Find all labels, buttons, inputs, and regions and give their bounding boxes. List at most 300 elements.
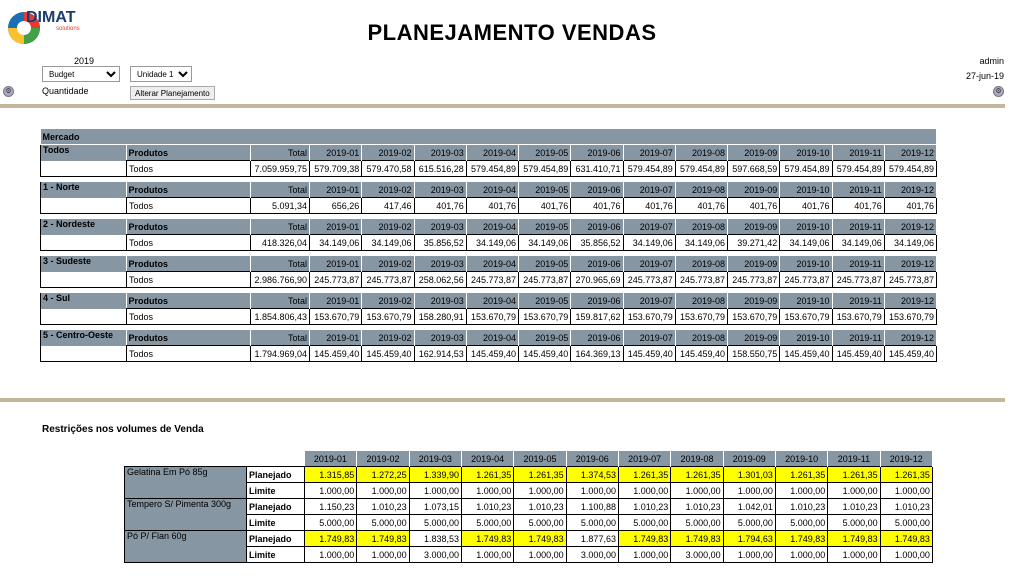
value-cell[interactable]: 245.773,87 [728, 272, 780, 288]
page-title: PLANEJAMENTO VENDAS [367, 20, 657, 45]
month-header: 2019-04 [466, 145, 518, 161]
month-header: 2019-10 [775, 451, 827, 467]
month-header: 2019-09 [728, 256, 780, 272]
planned-cell[interactable]: 1.749,83 [828, 531, 880, 547]
month-header: 2019-10 [780, 256, 832, 272]
value-cell[interactable]: 401,76 [571, 198, 623, 214]
value-cell[interactable]: 245.773,87 [780, 272, 832, 288]
alter-planning-button[interactable]: Alterar Planejamento [130, 86, 215, 100]
month-header: 2019-10 [780, 293, 832, 309]
value-cell[interactable]: 245.773,87 [466, 272, 518, 288]
value-cell[interactable]: 164.369,13 [571, 346, 623, 362]
month-header: 2019-10 [780, 219, 832, 235]
planned-cell[interactable]: 1.261,35 [880, 467, 932, 483]
region-header-row [41, 182, 937, 198]
month-header: 2019-05 [519, 293, 571, 309]
month-header: 2019-05 [514, 451, 566, 467]
limit-cell[interactable]: 3.000,00 [409, 547, 461, 563]
total-cell[interactable]: 2.986.766,90 [251, 272, 310, 288]
month-header: 2019-07 [623, 219, 675, 235]
planned-cell[interactable]: 1.261,35 [775, 467, 827, 483]
value-cell[interactable]: 579.454,89 [466, 161, 518, 177]
month-header: 2019-01 [305, 451, 357, 467]
region-header-row [41, 293, 937, 309]
value-cell[interactable]: 34.149,06 [884, 235, 936, 251]
month-header: 2019-12 [884, 145, 936, 161]
planned-cell[interactable]: 1.010,23 [357, 499, 409, 515]
value-cell[interactable]: 401,76 [832, 198, 884, 214]
divider-top [0, 104, 1005, 108]
month-header: 2019-03 [414, 293, 466, 309]
value-cell[interactable]: 34.149,06 [362, 235, 414, 251]
value-cell[interactable]: 153.670,79 [623, 309, 675, 325]
planned-cell[interactable]: 1.010,23 [671, 499, 723, 515]
month-header: 2019-10 [780, 145, 832, 161]
planned-cell[interactable]: 1.261,35 [618, 467, 670, 483]
month-header: 2019-12 [884, 293, 936, 309]
measure-label: Quantidade [42, 86, 89, 96]
planned-cell[interactable]: 1.749,83 [514, 531, 566, 547]
products-header: Produtos [127, 330, 251, 346]
limit-cell[interactable]: 1.000,00 [461, 483, 513, 499]
value-cell[interactable]: 145.459,40 [466, 346, 518, 362]
value-cell[interactable]: 401,76 [623, 198, 675, 214]
limit-cell[interactable]: 1.000,00 [671, 483, 723, 499]
limit-cell[interactable]: 5.000,00 [461, 515, 513, 531]
limit-cell[interactable]: 1.000,00 [880, 483, 932, 499]
mercado-table [40, 128, 937, 362]
settings-icon-right[interactable]: ⚙ [993, 86, 1004, 97]
value-cell[interactable]: 153.670,79 [362, 309, 414, 325]
product-cell: Todos [127, 272, 251, 288]
month-header: 2019-07 [623, 145, 675, 161]
region-value-row [41, 346, 937, 362]
value-cell[interactable]: 153.670,79 [466, 309, 518, 325]
limit-cell[interactable]: 1.000,00 [723, 547, 775, 563]
limit-cell[interactable]: 1.000,00 [828, 547, 880, 563]
month-header: 2019-04 [466, 293, 518, 309]
month-header: 2019-08 [675, 145, 727, 161]
limit-cell[interactable]: 5.000,00 [409, 515, 461, 531]
value-cell[interactable]: 35.856,52 [414, 235, 466, 251]
limit-cell[interactable]: 3.000,00 [671, 547, 723, 563]
value-cell[interactable]: 39.271,42 [728, 235, 780, 251]
limit-cell[interactable]: 1.000,00 [357, 483, 409, 499]
limit-cell[interactable]: 5.000,00 [723, 515, 775, 531]
value-cell[interactable]: 615.516,28 [414, 161, 466, 177]
month-header: 2019-06 [571, 330, 623, 346]
product-cell: Todos [127, 346, 251, 362]
planned-cell[interactable]: 1.838,53 [409, 531, 461, 547]
empty-cell [125, 451, 247, 467]
planned-cell[interactable]: 1.010,23 [775, 499, 827, 515]
month-header: 2019-08 [675, 256, 727, 272]
value-cell[interactable]: 153.670,79 [675, 309, 727, 325]
restrictions-table [124, 450, 933, 563]
value-cell[interactable]: 145.459,40 [675, 346, 727, 362]
logo-subtext: solutions [56, 26, 80, 32]
limit-cell[interactable]: 1.000,00 [618, 483, 670, 499]
month-header: 2019-04 [461, 451, 513, 467]
value-cell[interactable]: 401,76 [519, 198, 571, 214]
restrictions-title: Restrições nos volumes de Venda [42, 424, 204, 435]
month-header: 2019-02 [362, 293, 414, 309]
limit-cell[interactable]: 1.000,00 [723, 483, 775, 499]
month-header: 2019-09 [728, 219, 780, 235]
current-date: 27-jun-19 [965, 71, 1004, 81]
total-cell[interactable]: 7.059.959,75 [251, 161, 310, 177]
month-header: 2019-05 [519, 145, 571, 161]
region-name: 1 - Norte [41, 182, 127, 214]
value-cell[interactable]: 153.670,79 [310, 309, 362, 325]
planned-cell[interactable]: 1.261,35 [828, 467, 880, 483]
planned-cell[interactable]: 1.261,35 [461, 467, 513, 483]
month-header: 2019-11 [832, 219, 884, 235]
limit-cell[interactable]: 1.000,00 [775, 547, 827, 563]
month-header: 2019-02 [362, 330, 414, 346]
value-cell[interactable]: 145.459,40 [780, 346, 832, 362]
planned-cell[interactable]: 1.315,85 [305, 467, 357, 483]
region-name: 3 - Sudeste [41, 256, 127, 288]
value-cell[interactable]: 579.470,58 [362, 161, 414, 177]
month-header: 2019-09 [728, 145, 780, 161]
total-header: Total [251, 219, 310, 235]
planned-cell[interactable]: 1.749,83 [618, 531, 670, 547]
month-header: 2019-01 [310, 330, 362, 346]
value-cell[interactable]: 145.459,40 [362, 346, 414, 362]
month-header: 2019-09 [723, 451, 775, 467]
region-header-row [41, 145, 937, 161]
month-header: 2019-11 [832, 145, 884, 161]
month-header: 2019-09 [728, 330, 780, 346]
month-header: 2019-03 [414, 145, 466, 161]
value-cell[interactable]: 597.668,59 [728, 161, 780, 177]
month-header: 2019-12 [884, 256, 936, 272]
month-header: 2019-11 [828, 451, 880, 467]
planned-row [125, 499, 933, 515]
month-header: 2019-07 [623, 330, 675, 346]
month-header: 2019-08 [671, 451, 723, 467]
value-cell[interactable]: 579.454,89 [884, 161, 936, 177]
planned-cell[interactable]: 1.749,83 [775, 531, 827, 547]
planned-cell[interactable]: 1.749,83 [357, 531, 409, 547]
region-header-row [41, 256, 937, 272]
value-cell[interactable]: 258.062,56 [414, 272, 466, 288]
products-header: Produtos [127, 256, 251, 272]
month-header: 2019-01 [310, 293, 362, 309]
month-header: 2019-08 [675, 293, 727, 309]
planned-cell[interactable]: 1.010,23 [880, 499, 932, 515]
user-name: admin [979, 56, 1004, 66]
limit-cell[interactable]: 5.000,00 [671, 515, 723, 531]
logo-text: DIMAT [26, 9, 76, 26]
planned-cell[interactable]: 1.010,23 [461, 499, 513, 515]
value-cell[interactable]: 162.914,53 [414, 346, 466, 362]
month-header: 2019-08 [675, 182, 727, 198]
month-header: 2019-09 [728, 293, 780, 309]
value-cell[interactable]: 270.965,69 [571, 272, 623, 288]
region-value-row [41, 161, 937, 177]
limit-row [125, 547, 933, 563]
row-kind-label: Planejado [247, 467, 305, 483]
month-header: 2019-04 [466, 182, 518, 198]
limit-cell[interactable]: 5.000,00 [566, 515, 618, 531]
value-cell[interactable]: 579.454,89 [780, 161, 832, 177]
region-header-row [41, 330, 937, 346]
limit-cell[interactable]: 5.000,00 [828, 515, 880, 531]
month-header: 2019-01 [310, 219, 362, 235]
planned-cell[interactable]: 1.073,15 [409, 499, 461, 515]
total-header: Total [251, 293, 310, 309]
month-header: 2019-03 [409, 451, 461, 467]
product-cell: Todos [127, 198, 251, 214]
limit-cell[interactable]: 1.000,00 [514, 483, 566, 499]
planned-cell[interactable]: 1.794,63 [723, 531, 775, 547]
row-kind-label: Planejado [247, 499, 305, 515]
planned-cell[interactable]: 1.749,83 [461, 531, 513, 547]
value-cell[interactable]: 579.709,38 [310, 161, 362, 177]
value-cell[interactable]: 579.454,89 [623, 161, 675, 177]
month-header: 2019-01 [310, 145, 362, 161]
value-cell[interactable]: 153.670,79 [884, 309, 936, 325]
limit-cell[interactable]: 1.000,00 [305, 547, 357, 563]
month-header: 2019-03 [414, 182, 466, 198]
limit-cell[interactable]: 5.000,00 [880, 515, 932, 531]
value-cell[interactable]: 145.459,40 [519, 346, 571, 362]
value-cell[interactable]: 153.670,79 [832, 309, 884, 325]
limit-cell[interactable]: 1.000,00 [880, 547, 932, 563]
month-header: 2019-12 [880, 451, 932, 467]
value-cell[interactable]: 34.149,06 [310, 235, 362, 251]
limit-cell[interactable]: 1.000,00 [566, 483, 618, 499]
planned-row [125, 467, 933, 483]
empty-cell [247, 451, 305, 467]
total-cell[interactable]: 1.794.969,04 [251, 346, 310, 362]
region-name: 5 - Centro-Oeste [41, 330, 127, 362]
value-cell[interactable]: 34.149,06 [623, 235, 675, 251]
value-cell[interactable]: 153.670,79 [780, 309, 832, 325]
planned-cell[interactable]: 1.042,01 [723, 499, 775, 515]
month-header: 2019-02 [357, 451, 409, 467]
planned-cell[interactable]: 1.261,35 [671, 467, 723, 483]
value-cell[interactable]: 401,76 [466, 198, 518, 214]
value-cell[interactable]: 245.773,87 [884, 272, 936, 288]
region-name: Todos [41, 145, 127, 177]
month-header: 2019-05 [519, 330, 571, 346]
limit-cell[interactable]: 1.000,00 [357, 547, 409, 563]
region-value-row [41, 235, 937, 251]
value-cell[interactable]: 631.410,71 [571, 161, 623, 177]
product-cell: Todos [127, 161, 251, 177]
restrictions-header-row [125, 451, 933, 467]
month-header: 2019-04 [466, 256, 518, 272]
product-cell: Todos [127, 235, 251, 251]
month-header: 2019-05 [519, 256, 571, 272]
month-header: 2019-06 [571, 145, 623, 161]
region-name: 2 - Nordeste [41, 219, 127, 251]
month-header: 2019-03 [414, 219, 466, 235]
value-cell[interactable]: 401,76 [884, 198, 936, 214]
value-cell[interactable]: 34.149,06 [832, 235, 884, 251]
total-header: Total [251, 182, 310, 198]
total-cell[interactable]: 5.091,34 [251, 198, 310, 214]
value-cell[interactable]: 34.149,06 [519, 235, 571, 251]
total-header: Total [251, 256, 310, 272]
planned-cell[interactable]: 1.261,35 [514, 467, 566, 483]
limit-cell[interactable]: 1.000,00 [461, 547, 513, 563]
planned-cell[interactable]: 1.374,53 [566, 467, 618, 483]
planned-cell[interactable]: 1.100,88 [566, 499, 618, 515]
region-header-row [41, 219, 937, 235]
value-cell[interactable]: 401,76 [728, 198, 780, 214]
value-cell[interactable]: 153.670,79 [728, 309, 780, 325]
total-cell[interactable]: 1.854.806,43 [251, 309, 310, 325]
month-header: 2019-07 [623, 256, 675, 272]
planned-cell[interactable]: 1.339,90 [409, 467, 461, 483]
planned-cell[interactable]: 1.877,63 [566, 531, 618, 547]
value-cell[interactable]: 34.149,06 [675, 235, 727, 251]
total-header: Total [251, 145, 310, 161]
row-kind-label: Limite [247, 483, 305, 499]
month-header: 2019-07 [623, 293, 675, 309]
limit-cell[interactable]: 5.000,00 [618, 515, 670, 531]
value-cell[interactable]: 35.856,52 [571, 235, 623, 251]
value-cell[interactable]: 579.454,89 [832, 161, 884, 177]
month-header: 2019-01 [310, 182, 362, 198]
month-header: 2019-07 [623, 182, 675, 198]
row-kind-label: Planejado [247, 531, 305, 547]
limit-cell[interactable]: 5.000,00 [775, 515, 827, 531]
row-kind-label: Limite [247, 547, 305, 563]
value-cell[interactable]: 158.550,75 [728, 346, 780, 362]
month-header: 2019-09 [728, 182, 780, 198]
month-header: 2019-05 [519, 182, 571, 198]
value-cell[interactable]: 579.454,89 [519, 161, 571, 177]
product-cell: Todos [127, 309, 251, 325]
product-name: Pó P/ Flan 60g [125, 531, 247, 563]
settings-icon[interactable]: ⚙ [3, 86, 14, 97]
month-header: 2019-03 [414, 330, 466, 346]
value-cell[interactable]: 245.773,87 [832, 272, 884, 288]
planned-row [125, 531, 933, 547]
limit-cell[interactable]: 5.000,00 [305, 515, 357, 531]
value-cell[interactable]: 401,76 [780, 198, 832, 214]
limit-cell[interactable]: 1.000,00 [775, 483, 827, 499]
value-cell[interactable]: 145.459,40 [310, 346, 362, 362]
planned-cell[interactable]: 1.010,23 [828, 499, 880, 515]
month-header: 2019-02 [362, 256, 414, 272]
total-header: Total [251, 330, 310, 346]
value-cell[interactable]: 245.773,87 [623, 272, 675, 288]
value-cell[interactable]: 245.773,87 [310, 272, 362, 288]
month-header: 2019-12 [884, 182, 936, 198]
unit-select[interactable] [130, 66, 192, 82]
value-cell[interactable]: 159.817,62 [571, 309, 623, 325]
limit-cell[interactable]: 3.000,00 [566, 547, 618, 563]
limit-row [125, 515, 933, 531]
month-header: 2019-11 [832, 293, 884, 309]
scenario-select[interactable] [42, 66, 120, 82]
planned-cell[interactable]: 1.301,03 [723, 467, 775, 483]
divider-middle [0, 398, 1005, 402]
month-header: 2019-08 [675, 330, 727, 346]
month-header: 2019-06 [571, 256, 623, 272]
products-header: Produtos [127, 182, 251, 198]
limit-cell[interactable]: 1.000,00 [409, 483, 461, 499]
value-cell[interactable]: 153.670,79 [519, 309, 571, 325]
month-header: 2019-10 [780, 330, 832, 346]
value-cell[interactable]: 417,46 [362, 198, 414, 214]
value-cell[interactable]: 245.773,87 [675, 272, 727, 288]
planned-cell[interactable]: 1.749,83 [880, 531, 932, 547]
planned-cell[interactable]: 1.749,83 [671, 531, 723, 547]
month-header: 2019-06 [566, 451, 618, 467]
products-header: Produtos [127, 145, 251, 161]
value-cell[interactable]: 34.149,06 [780, 235, 832, 251]
planned-cell[interactable]: 1.749,83 [305, 531, 357, 547]
region-value-row [41, 309, 937, 325]
month-header: 2019-04 [466, 330, 518, 346]
total-cell[interactable]: 418.326,04 [251, 235, 310, 251]
value-cell[interactable]: 158.280,91 [414, 309, 466, 325]
year-label: 2019 [74, 56, 95, 66]
value-cell[interactable]: 579.454,89 [675, 161, 727, 177]
month-header: 2019-02 [362, 145, 414, 161]
limit-cell[interactable]: 1.000,00 [618, 547, 670, 563]
month-header: 2019-10 [780, 182, 832, 198]
limit-cell[interactable]: 1.000,00 [514, 547, 566, 563]
month-header: 2019-11 [832, 182, 884, 198]
month-header: 2019-11 [832, 256, 884, 272]
value-cell[interactable]: 145.459,40 [623, 346, 675, 362]
month-header: 2019-02 [362, 182, 414, 198]
month-header: 2019-03 [414, 256, 466, 272]
month-header: 2019-11 [832, 330, 884, 346]
region-value-row [41, 198, 937, 214]
limit-cell[interactable]: 1.000,00 [828, 483, 880, 499]
mercado-label: Mercado [41, 129, 937, 145]
planned-cell[interactable]: 1.150,23 [305, 499, 357, 515]
month-header: 2019-08 [675, 219, 727, 235]
value-cell[interactable]: 401,76 [414, 198, 466, 214]
month-header: 2019-05 [519, 219, 571, 235]
product-name: Tempero S/ Pimenta 300g [125, 499, 247, 531]
limit-cell[interactable]: 1.000,00 [305, 483, 357, 499]
region-name: 4 - Sul [41, 293, 127, 325]
value-cell[interactable]: 145.459,40 [832, 346, 884, 362]
month-header: 2019-06 [571, 219, 623, 235]
value-cell[interactable]: 245.773,87 [362, 272, 414, 288]
month-header: 2019-12 [884, 330, 936, 346]
limit-row [125, 483, 933, 499]
planned-cell[interactable]: 1.272,25 [357, 467, 409, 483]
value-cell[interactable]: 401,76 [675, 198, 727, 214]
limit-cell[interactable]: 5.000,00 [357, 515, 409, 531]
planned-cell[interactable]: 1.010,23 [514, 499, 566, 515]
limit-cell[interactable]: 5.000,00 [514, 515, 566, 531]
products-header: Produtos [127, 293, 251, 309]
products-header: Produtos [127, 219, 251, 235]
value-cell[interactable]: 145.459,40 [884, 346, 936, 362]
planned-cell[interactable]: 1.010,23 [618, 499, 670, 515]
month-header: 2019-07 [618, 451, 670, 467]
value-cell[interactable]: 34.149,06 [466, 235, 518, 251]
value-cell[interactable]: 245.773,87 [519, 272, 571, 288]
month-header: 2019-04 [466, 219, 518, 235]
product-name: Gelatina Em Pó 85g [125, 467, 247, 499]
month-header: 2019-01 [310, 256, 362, 272]
value-cell[interactable]: 656,26 [310, 198, 362, 214]
